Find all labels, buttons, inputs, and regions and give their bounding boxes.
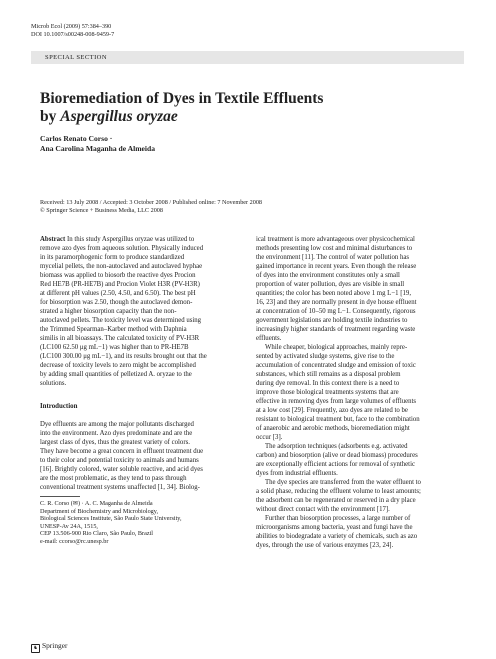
abstract-label: Abstract [40, 236, 66, 243]
affiliation [40, 500, 248, 546]
intro-line: to their color and potential toxicity to animals and humans [40, 457, 199, 464]
author-2: Ana Carolina Maganha de Almeida [40, 144, 156, 153]
paragraph-2 [256, 343, 464, 442]
abstract-line: Red HE7B (PR-HE7B) and Procion Violet H3R (PV-H3R) [40, 281, 200, 288]
intro-line: largest class of dyes, thus the greatest variety of colors. [40, 439, 190, 446]
text-line: occur [3]. [256, 434, 283, 441]
title-line-2-prefix: by [40, 108, 61, 125]
springer-horse-icon: ♞ [31, 644, 40, 653]
text-line: the environment [11]. The control of water pollution has [256, 254, 410, 261]
text-line: 16, 23] and they are normally present in dye house effluent [256, 299, 417, 306]
intro-line: They have become a great concern in effluent treatment due [40, 448, 204, 455]
paragraph-3 [256, 442, 464, 478]
abstract-line: similis in all bioassays. The calculated toxicity of PV-H3R [40, 335, 200, 342]
text-line: at concentration of 10–50 mg L−1. Consequently, rigorous [256, 308, 416, 315]
text-line: The dye species are transferred from the water effluent to [265, 479, 421, 486]
email: e-mail: ccorso@rc.unesp.br [40, 537, 109, 545]
text-line: carbon) and biosorption (alive or dead biomass) procedures [256, 452, 418, 459]
abstract-line: for biosorption was 2.50, though the autoclaved demon- [40, 299, 193, 306]
paragraph-1 [256, 235, 464, 343]
abstract-line: autoclaved pellets. The toxicity level was determined using [40, 317, 202, 324]
text-line: a solid phase, reducing the effluent volume to least amounts; [256, 488, 421, 495]
abstract-line: decrease of toxicity levels to zero might be accomplished [40, 362, 196, 369]
publisher-footer [31, 641, 67, 653]
text-line: increasingly higher standards of treatment regarding waste [256, 326, 416, 333]
abstract-line: remove azo dyes from aqueous solution. Physically induced [40, 245, 204, 252]
abstract [40, 235, 248, 388]
copyright: © Springer Science + Business Media, LLC 2008 [40, 207, 163, 214]
text-line: While cheaper, biological approaches, mainly repre- [265, 344, 408, 351]
text-line: resistant to biological treatment but, face to the combination [256, 416, 420, 423]
text-line: abilities to biodegradate a variety of chemicals, such as azo [256, 533, 418, 540]
text-line: government legislations are holding textile industries to [256, 317, 408, 324]
text-line: of anaerobic and aerobic methods, bioremediation might [256, 425, 410, 432]
left-column [40, 235, 248, 546]
text-line: without direct contact with the environment [17]. [256, 506, 390, 513]
abstract-line: (LC100 62.50 μg mL−1) was higher than to PR-HE7B [40, 344, 189, 351]
title-line-2-species: Aspergillus oryzae [60, 108, 178, 125]
text-line: The adsorption techniques (adsorbents e.g. activated [265, 443, 408, 450]
abstract-line: solutions. [40, 380, 67, 387]
text-line: dyes, through the use of various enzymes [23, 24]. [256, 542, 394, 549]
affiliation-line: Department of Biochemistry and Microbiology, [40, 507, 158, 515]
abstract-line: at different pH values (2.50, 4.50, and 6.50). The best pH [40, 290, 196, 297]
doi: DOI 10.1007/s00248-008-9459-7 [31, 31, 115, 38]
affiliation-line: Biological Sciences Institute, São Paulo State University, [40, 515, 182, 523]
abstract-line: strated a higher biosorption capacity than the non- [40, 308, 177, 315]
text-line: sented by activated sludge systems, give rise to the [256, 353, 395, 360]
introduction-heading: Introduction [40, 403, 78, 410]
text-line: Further than biosorption processes, a large number of [265, 515, 411, 522]
paragraph-5 [256, 514, 464, 550]
affiliation-line: UNESP-Av 24A, 1515, [40, 522, 98, 530]
text-line: effluents. [256, 335, 282, 342]
article-dates: Received: 13 July 2008 / Accepted: 3 October 2008 / Published online: 7 November 2008 [40, 199, 263, 206]
text-line: improve those biological treatments systems that are [256, 389, 399, 396]
text-line: substances, which still remains as a disposal problem [256, 371, 401, 378]
text-line: are exceptionally efficient actions for removal of synthetic [256, 461, 415, 468]
abstract-line: mycelial pellets, the non-autoclaved and autoclaved hyphae [40, 263, 203, 270]
paragraph-4 [256, 478, 464, 514]
abstract-line: by adding small quantities of pelletized A. oryzae to the [40, 371, 192, 378]
title-line-2 [40, 108, 440, 126]
text-line: quantities; the color has been noted above 1 mg L−1 [19, [256, 290, 412, 297]
abstract-line: In this study Aspergillus oryzae was utilized to [67, 236, 195, 243]
right-column [256, 235, 464, 550]
abstract-line: (LC100 300.00 μg mL−1), and its results brought out that the [40, 353, 207, 360]
section-label: SPECIAL SECTION [31, 51, 464, 64]
title-line-1: Bioremediation of Dyes in Textile Effluents [40, 90, 324, 107]
text-line: methods presenting low cost and minimal disturbances to [256, 245, 413, 252]
introduction-text [40, 420, 248, 492]
text-line: dyes from industrial effluents. [256, 470, 338, 477]
publisher-name: Springer [42, 641, 68, 650]
text-line: accumulation of concentrated sludge and emission of toxic [256, 362, 416, 369]
intro-line: conventional treatment systems unaffected [1, 34]. Biolog- [40, 484, 200, 491]
journal-reference: Microb Ecol (2009) 57:384–390 [31, 23, 112, 30]
text-line: effective in removing dyes from large volumes of effluents [256, 398, 417, 405]
abstract-line: biomass was applied to biosorb the reactive dyes Procion [40, 272, 196, 279]
abstract-line: in its paramorphogenic form to produce standardized [40, 254, 185, 261]
text-line: during dye removal. In this context there is a need to [256, 380, 400, 387]
intro-line: Dye effluents are among the major pollutants discharged [40, 421, 194, 428]
text-line: proportion of water pollution, dyes are visible in small [256, 281, 405, 288]
intro-line: are the most problematic, as they tend to pass through [40, 475, 187, 482]
text-line: the adsorbent can be regenerated or reserved in a dry place [256, 497, 416, 504]
author-list [40, 134, 155, 154]
intro-line: into the environment. Azo dyes predominate and are the [40, 430, 193, 437]
affiliation-line: C. R. Corso (✉) · A. C. Maganha de Almeida [40, 500, 153, 507]
author-1: Carlos Renato Corso · [40, 134, 113, 143]
text-line: gained importance in recent years. Even though the release [256, 263, 417, 270]
intro-line: [16]. Brightly colored, water soluble reactive, and acid dyes [40, 466, 203, 473]
footnote-rule [40, 496, 80, 497]
text-line: ical treatment is more advantageous over physicochemical [256, 236, 415, 243]
article-title [40, 90, 440, 126]
text-line: at a low cost [29]. Frequently, azo dyes are related to be [256, 407, 408, 414]
text-line: microorganisms among bacteria, yeast and fungi have the [256, 524, 413, 531]
affiliation-line: CEP 13.506-900 Rio Claro, São Paulo, Brazil [40, 530, 154, 538]
text-line: of dyes into the environment constitutes only a small [256, 272, 400, 279]
abstract-line: the Trimmed Spearman–Karber method with Daphnia [40, 326, 187, 333]
